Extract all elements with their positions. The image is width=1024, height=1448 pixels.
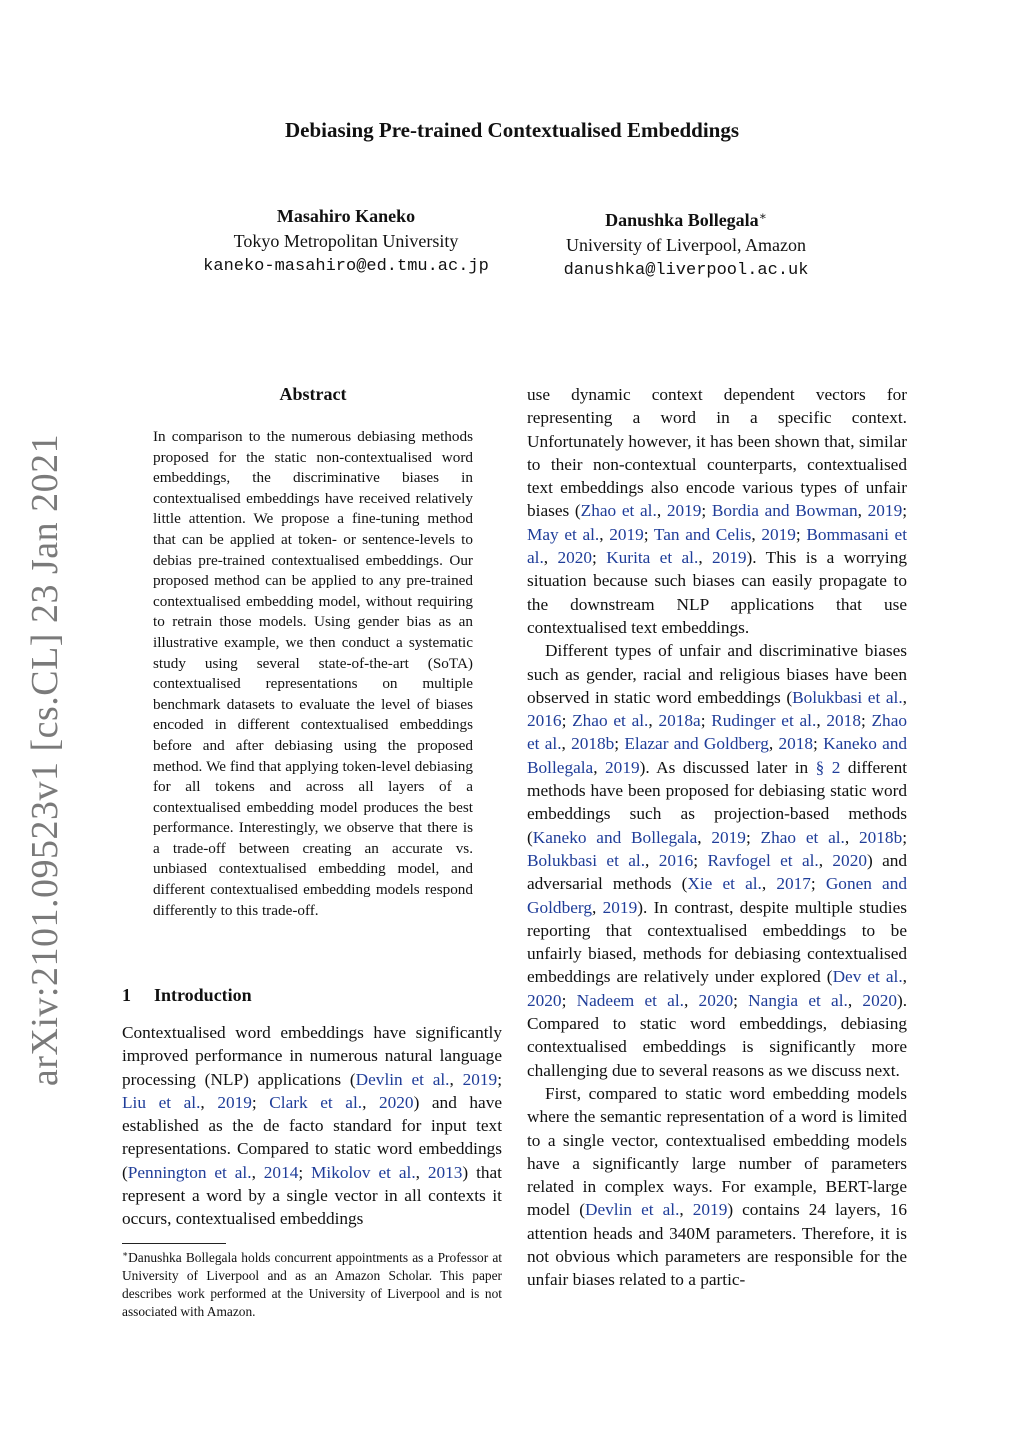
author-email: danushka@liverpool.ac.uk	[563, 261, 809, 280]
citation-link[interactable]: 2016	[527, 711, 562, 731]
body-text: ;	[251, 1092, 270, 1112]
citation-link[interactable]: Devlin et al.	[355, 1069, 450, 1089]
section-number: 1	[122, 985, 131, 1005]
body-text: ,	[751, 524, 762, 544]
citation-link[interactable]: 2017	[776, 874, 811, 894]
body-text: ,	[683, 990, 699, 1010]
paragraph	[527, 383, 907, 639]
body-text: Different types of unfair and discriminative biases such as gender, racial and religious biases have been observed in static word embeddings (	[527, 641, 907, 707]
body-text: ;	[795, 524, 807, 544]
citation-link[interactable]: 2018b	[571, 734, 615, 754]
body-text: ,	[857, 501, 868, 521]
author-block-1	[156, 204, 536, 279]
citation-link[interactable]: Zhao et al.	[760, 827, 845, 847]
body-text: ,	[761, 874, 777, 894]
author-name	[496, 204, 876, 233]
body-text: ;	[693, 850, 708, 870]
citation-link[interactable]: Mikolov et al.	[311, 1162, 416, 1182]
paragraph	[527, 639, 907, 1082]
citation-link[interactable]: Zhao et al.	[572, 711, 649, 731]
footnote-mark: ∗	[758, 209, 767, 223]
paper-title: Debiasing Pre-trained Contextualised Embeddings	[284, 118, 740, 142]
citation-link[interactable]: Bommasani et al.	[527, 524, 908, 568]
citation-link[interactable]: 2020	[379, 1092, 414, 1112]
citation-link[interactable]: Clark et al.	[269, 1092, 363, 1112]
section-title: Introduction	[154, 985, 252, 1005]
citation-link[interactable]: Elazar and Goldberg	[624, 734, 769, 754]
citation-link[interactable]: Xie et al.	[687, 874, 762, 894]
right-column-body	[527, 383, 907, 1292]
body-text: ;	[497, 1069, 502, 1089]
citation-link[interactable]: 2018b	[859, 827, 903, 847]
body-text: ;	[561, 711, 573, 731]
body-text: ,	[362, 1092, 379, 1112]
body-text: ;	[643, 524, 654, 544]
citation-link[interactable]: 2014	[263, 1162, 299, 1182]
footnote-text: Danushka Bollegala holds concurrent appointments as a Professor at University of Liverpool and as an Amazon Scholar. This paper describes work performed at the University of Liverpool and is not associated with Amazon.	[122, 1250, 502, 1319]
body-text: ;	[701, 501, 712, 521]
citation-link[interactable]: 2020	[557, 548, 593, 568]
citation-link[interactable]: 2016	[658, 850, 694, 870]
citation-link[interactable]: 2019	[711, 548, 747, 568]
citation-link[interactable]: Bordia and Bowman	[711, 501, 858, 521]
body-text: ,	[847, 990, 863, 1010]
citation-link[interactable]: 2013	[427, 1162, 463, 1182]
body-text: ,	[593, 757, 606, 777]
body-text: ) and have established as the de facto standard for input text representations. Compared to static word embeddings (	[122, 1092, 503, 1182]
author-affiliation: University of Liverpool, Amazon	[566, 235, 806, 255]
citation-link[interactable]: Kaneko and Bollegala	[527, 734, 908, 777]
citation-link[interactable]: Kaneko and Bollegala	[532, 827, 698, 847]
citation-link[interactable]: Bolukbasi et al.	[527, 850, 646, 870]
body-text: ,	[844, 827, 859, 847]
author-name-text: Danushka Bollegala	[605, 210, 759, 230]
citation-link[interactable]: 2020	[698, 990, 734, 1010]
body-text: ,	[415, 1162, 428, 1182]
citation-link[interactable]: Bolukbasi et al.	[792, 687, 903, 707]
body-text: ). This is a worrying situation because such biases can easily propagate to the downstream NLP applications that use contextualised text embeddings.	[527, 548, 907, 637]
citation-link[interactable]: 2019	[692, 1200, 728, 1220]
body-text: ,	[816, 711, 827, 731]
citation-link[interactable]: 2019	[462, 1069, 498, 1089]
citation-link[interactable]: Devlin et al.	[585, 1200, 680, 1220]
citation-link[interactable]: Rudinger et al.	[711, 711, 817, 731]
body-text: ) contains 24 layers, 16 attention heads and 340M parameters. Therefore, it is not obvious which parameters are responsible for the unfair biases related to a partic-	[527, 1200, 907, 1290]
author-block-2	[496, 204, 876, 283]
citation-link[interactable]: May et al.	[527, 524, 600, 544]
citation-link[interactable]: Nangia et al.	[748, 990, 848, 1010]
citation-link[interactable]: Zhao et al.	[580, 501, 657, 521]
body-text: ;	[614, 734, 625, 754]
abstract-heading: Abstract	[279, 384, 347, 404]
body-text: First, compared to static word embedding models where the semantic representation of a word is limited to a single vector, contextualised embedding models have a significantly large number of parameters related in complex ways. For example, BERT-large model (	[527, 1083, 907, 1220]
paragraph	[527, 1082, 907, 1292]
body-text: ;	[298, 1162, 312, 1182]
body-text: ,	[768, 734, 779, 754]
citation-link[interactable]: Ravfogel et al.	[707, 850, 819, 870]
body-text: ,	[449, 1069, 463, 1089]
arxiv-stamp: arXiv:2101.09523v1 [cs.CL] 23 Jan 2021	[24, 433, 66, 1087]
body-text: ,	[561, 734, 572, 754]
body-text: ;	[860, 711, 872, 731]
citation-link[interactable]: Kurita et al.	[606, 548, 699, 568]
author-email: kaneko-masahiro@ed.tmu.ac.jp	[203, 257, 489, 276]
body-text: ;	[813, 734, 824, 754]
body-text: ;	[561, 990, 577, 1010]
citation-link[interactable]: 2020	[862, 990, 897, 1010]
body-text: ). As discussed later in	[639, 757, 816, 777]
body-text: Contextualised word embeddings have significantly improved performance in numerous natural language processing (NLP) applications (	[122, 1023, 502, 1089]
citation-link[interactable]: 2019	[711, 827, 746, 847]
author-affiliation: Tokyo Metropolitan University	[233, 231, 459, 251]
body-text: ,	[200, 1092, 218, 1112]
author-name: Masahiro Kaneko	[276, 206, 416, 226]
citation-link[interactable]: 2020	[527, 990, 562, 1010]
body-text: ,	[698, 548, 712, 568]
left-column-body	[122, 1021, 502, 1231]
body-text: ,	[902, 687, 907, 707]
body-text: ,	[697, 827, 712, 847]
citation-link[interactable]: Liu et al.	[122, 1092, 201, 1112]
citation-link[interactable]: 2018	[826, 711, 861, 731]
body-text: ) that represent a word by a single vector in all contexts it occurs, contextualised embeddings	[122, 1162, 502, 1229]
footnote-divider	[122, 1243, 226, 1244]
citation-link[interactable]: 2018a	[658, 711, 701, 731]
body-text: ;	[810, 874, 826, 894]
body-text: ,	[902, 967, 907, 987]
body-text: ;	[700, 711, 712, 731]
body-text: ). In contrast, despite multiple studies reporting that contextualised embeddings to be unfairly biased, methods for debiasing contextualised embeddings are relatively under explored (	[527, 897, 907, 987]
body-text: ,	[656, 501, 667, 521]
body-text: ;	[733, 990, 749, 1010]
section-heading	[122, 985, 502, 1006]
citation-link[interactable]: 2018	[778, 734, 814, 754]
body-text: use dynamic context dependent vectors for representing a word in a specific context. Unfortunately however, it has been shown that, similar to their non-contextual counterparts, contextualised text embeddings also encode various types of unfair biases (	[527, 385, 907, 521]
citation-link[interactable]: 2020	[832, 850, 867, 870]
citation-link[interactable]: 2019	[217, 1092, 252, 1112]
citation-link[interactable]: Tan and Celis	[653, 524, 752, 544]
body-text: different methods have been proposed for debiasing static word embeddings such as projection-based methods (	[527, 757, 908, 847]
footnote-mark: ∗	[122, 1249, 129, 1259]
citation-link[interactable]: Zhao et al.	[527, 711, 908, 754]
body-text: ). Compared to static word embeddings, debiasing contextualised embeddings is significantly more challenging due to several reasons as we discuss next.	[527, 990, 908, 1080]
citation-link[interactable]: 2019	[602, 897, 638, 917]
footnote	[122, 1245, 502, 1321]
body-text: ;	[902, 501, 908, 521]
body-text: ;	[745, 827, 761, 847]
citation-link[interactable]: 2019	[867, 501, 903, 521]
body-text: ) and adversarial methods (	[527, 850, 908, 894]
paragraph	[122, 1021, 502, 1231]
citation-link[interactable]: Nadeem et al.	[576, 990, 684, 1010]
citation-link[interactable]: 2019	[605, 757, 640, 777]
body-text: ,	[679, 1200, 693, 1220]
citation-link[interactable]: Dev et al.	[832, 967, 903, 987]
body-text: ,	[648, 711, 659, 731]
body-text: ;	[902, 827, 908, 847]
body-text: ,	[543, 548, 558, 568]
body-text: ,	[591, 897, 603, 917]
body-text: ;	[592, 548, 607, 568]
body-text: ,	[818, 850, 833, 870]
body-text: ,	[599, 524, 610, 544]
body-text: ,	[645, 850, 659, 870]
abstract-text: In comparison to the numerous debiasing methods proposed for the static non-contextualised word embeddings, the discriminative biases in contextualised embeddings have received relatively little attention. We propose a fine-tuning method that can be applied at token- or sentence-levels to debias pre-trained contextualised embeddings. Our proposed method can be applied to any pre-trained contextualised embedding model, without requiring to retrain those models. Using gender bias as an illustrative example, we then conduct a systematic study using several state-of-the-art (SoTA) contextualised representations on multiple benchmark datasets to evaluate the level of biases encoded in different contextualised embeddings before and after debiasing using the proposed method. We find that applying token-level debiasing for all tokens and across all layers of a contextualised embedding model produces the best performance. Interestingly, we observe that there is a trade-off between creating an accurate vs. unbiased contextualised embedding model, and different contextualised embedding models respond differently to this trade-off.	[153, 428, 473, 919]
citation-link[interactable]: Pennington et al.	[127, 1162, 252, 1182]
citation-link[interactable]: 2019	[761, 524, 796, 544]
citation-link[interactable]: 2019	[609, 524, 644, 544]
body-text: ,	[251, 1162, 264, 1182]
citation-link[interactable]: 2019	[666, 501, 702, 521]
citation-link[interactable]: § 2	[815, 757, 841, 777]
citation-link[interactable]: Gonen and Goldberg	[527, 874, 907, 917]
